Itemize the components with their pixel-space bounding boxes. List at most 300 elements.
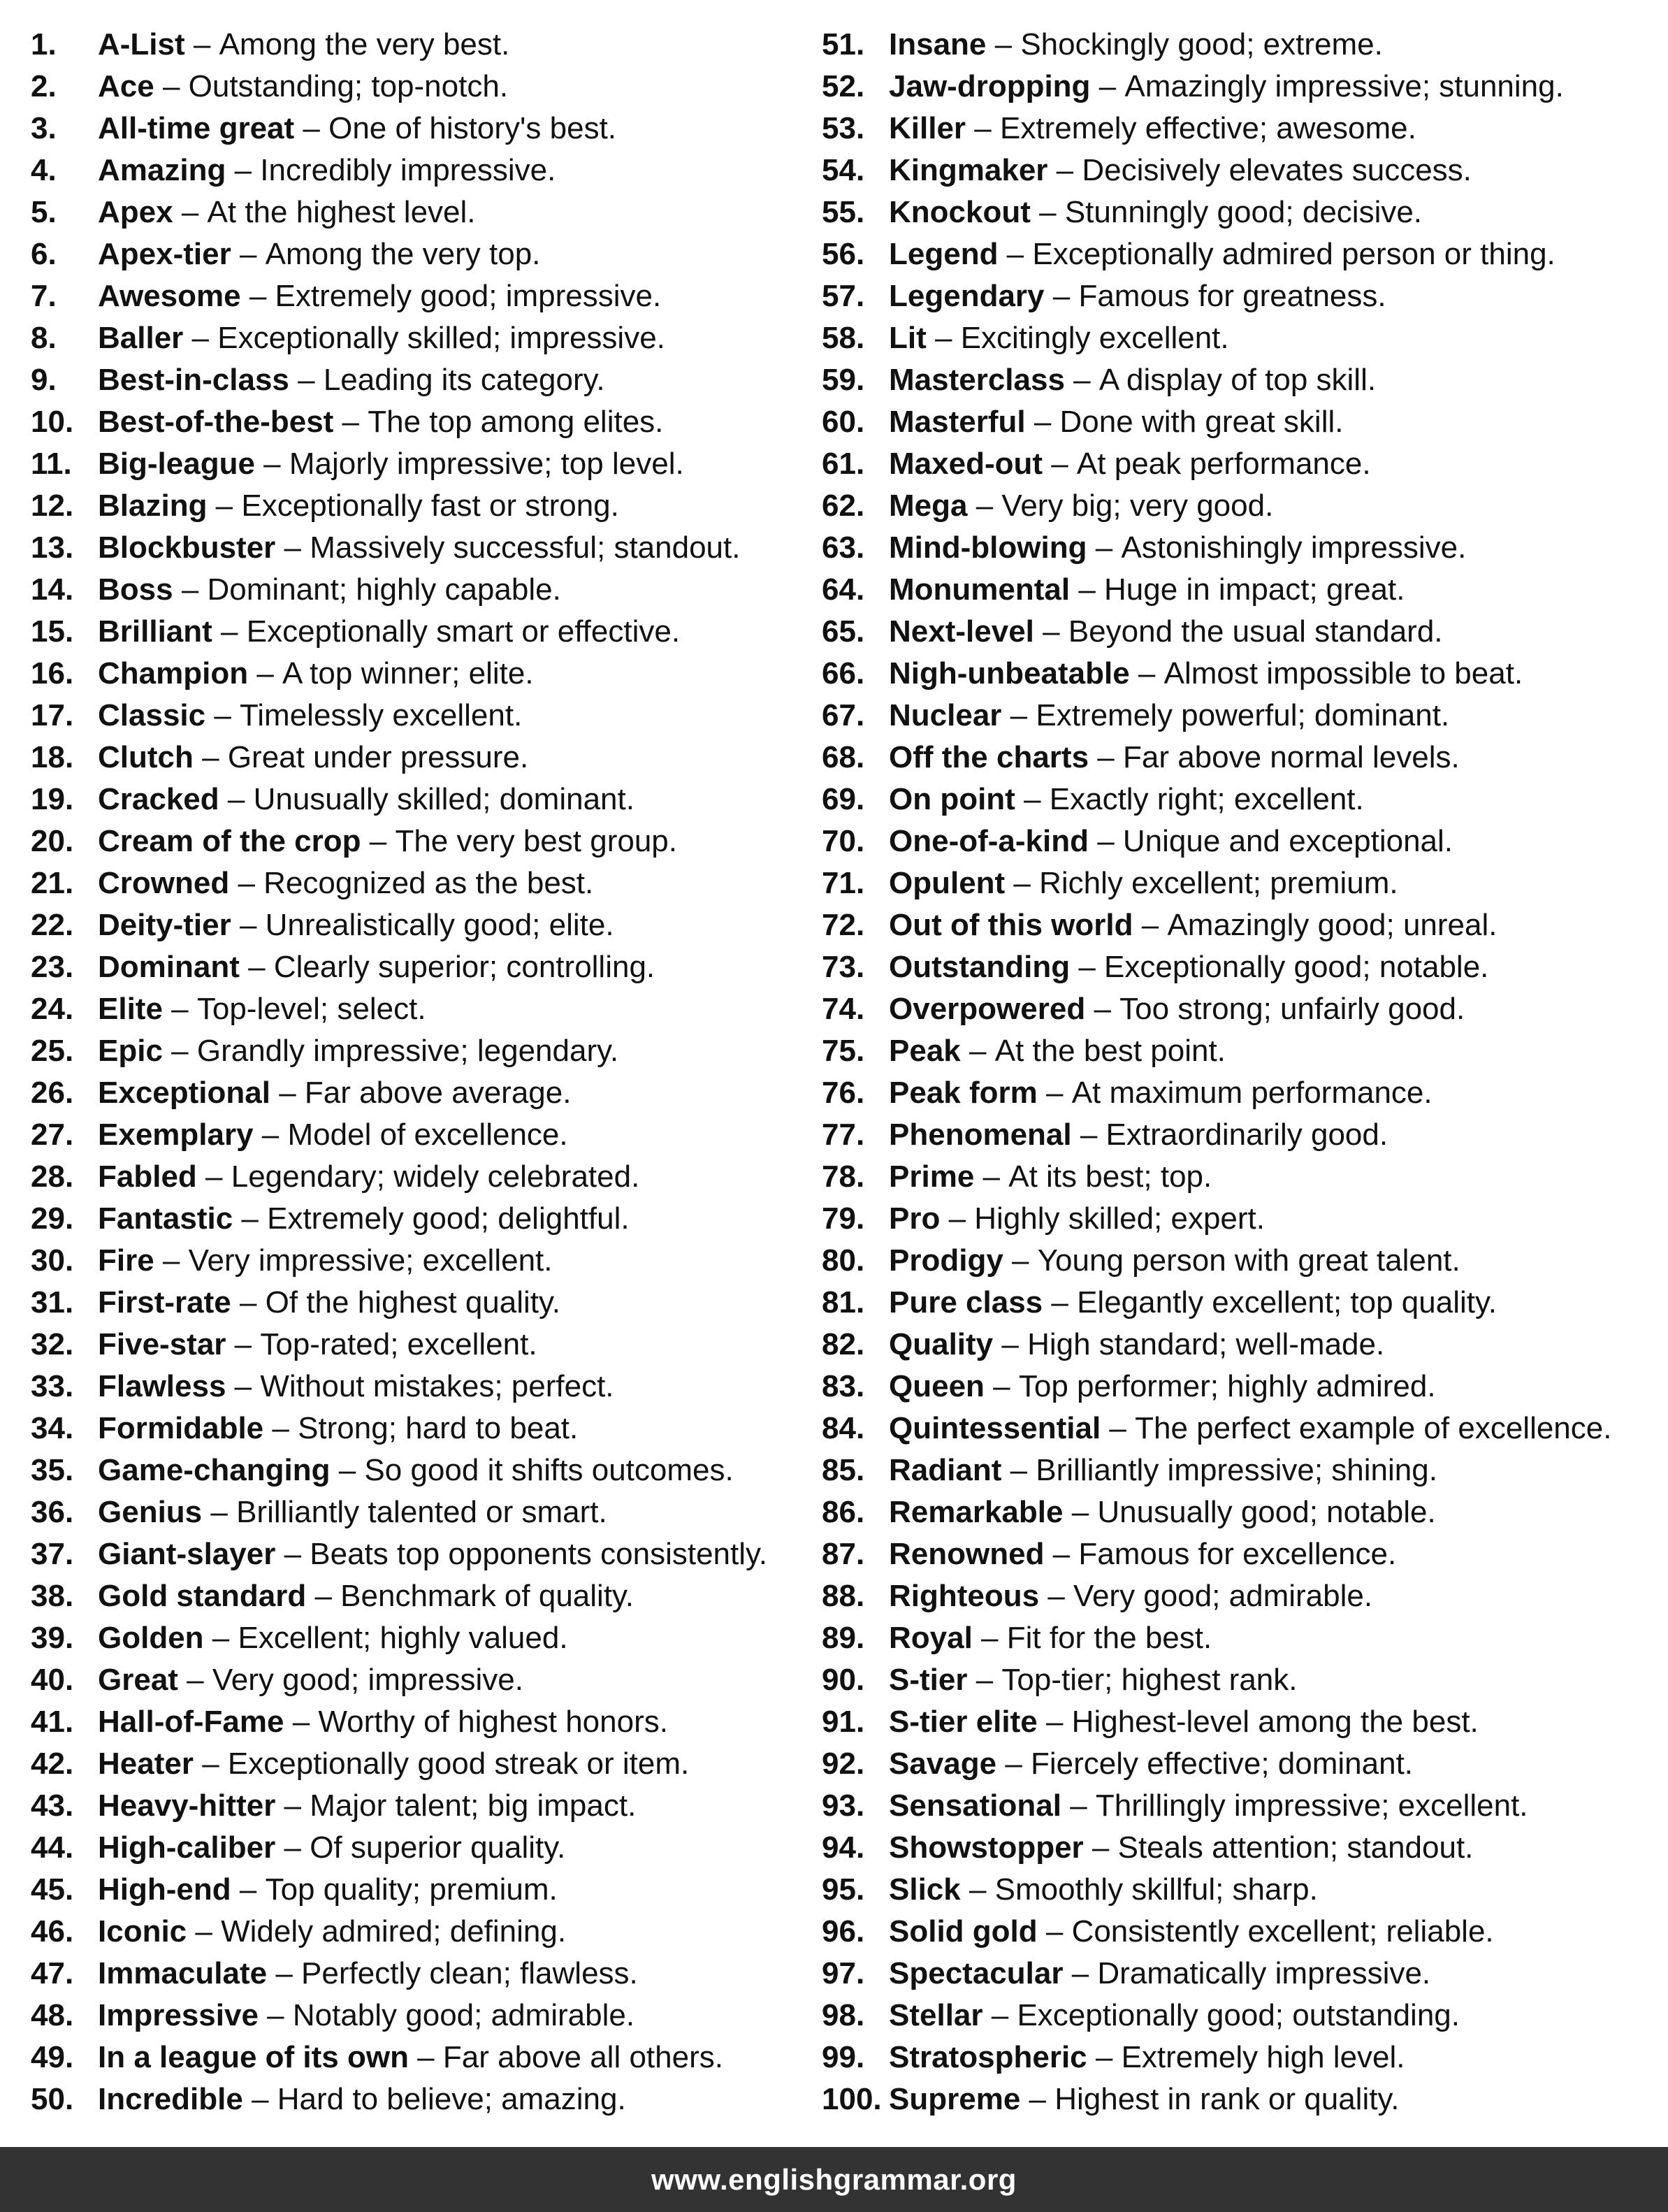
list-item	[822, 862, 1653, 904]
item-separator: –	[1063, 1495, 1098, 1529]
item-separator: –	[1064, 363, 1099, 397]
item-definition: At the best point.	[994, 1034, 1226, 1068]
item-definition: Unique and exceptional.	[1122, 824, 1453, 858]
item-separator: –	[196, 1159, 231, 1194]
item-definition: Very good; admirable.	[1073, 1579, 1373, 1613]
item-number: 54.	[822, 153, 865, 187]
list-item	[822, 24, 1653, 66]
list-item	[822, 359, 1653, 401]
item-separator: –	[996, 1747, 1031, 1781]
item-definition: Done with great skill.	[1059, 405, 1344, 439]
item-number: 63.	[822, 530, 865, 565]
item-separator: –	[205, 698, 240, 732]
item-number: 3.	[31, 111, 57, 145]
list-item	[31, 1366, 813, 1408]
item-word: Overpowered	[889, 992, 1086, 1026]
item-definition: Unrealistically good; elite.	[265, 908, 614, 942]
item-separator: –	[289, 363, 324, 397]
item-definition: Thrillingly impressive; excellent.	[1095, 1788, 1528, 1823]
item-separator: –	[202, 1495, 237, 1529]
item-word: Outstanding	[889, 950, 1071, 984]
item-number: 39.	[31, 1621, 74, 1655]
list-item	[31, 1911, 813, 1953]
list-item	[822, 191, 1653, 233]
item-word: Brilliant	[98, 614, 212, 649]
list-item	[31, 1114, 813, 1156]
item-definition: Huge in impact; great.	[1104, 572, 1405, 607]
item-definition: Famous for excellence.	[1078, 1537, 1397, 1571]
item-word: Showstopper	[889, 1830, 1084, 1865]
item-word: First-rate	[98, 1285, 231, 1320]
item-number: 41.	[31, 1705, 74, 1739]
item-definition: Exceptionally admired person or thing.	[1032, 237, 1555, 271]
list-item	[822, 904, 1653, 946]
item-word: Baller	[98, 321, 184, 355]
list-item	[31, 862, 813, 904]
item-definition: Amazingly good; unreal.	[1167, 908, 1497, 942]
item-separator: –	[993, 1327, 1028, 1361]
item-definition: Shockingly good; extreme.	[1020, 27, 1383, 62]
item-number: 83.	[822, 1369, 865, 1403]
item-number: 40.	[31, 1663, 74, 1697]
item-word: Boss	[98, 572, 173, 607]
item-definition: Exceptionally good; outstanding.	[1017, 1998, 1460, 2032]
item-separator: –	[1015, 782, 1050, 816]
item-definition: Exactly right; excellent.	[1049, 782, 1364, 816]
list-item	[31, 1491, 813, 1533]
item-number: 30.	[31, 1243, 74, 1278]
item-word: Spectacular	[889, 1956, 1064, 1990]
list-item	[31, 1785, 813, 1827]
list-item	[31, 443, 813, 485]
item-definition: Very impressive; excellent.	[188, 1243, 553, 1278]
list-item	[31, 1408, 813, 1450]
list-item	[31, 485, 813, 527]
item-word: Blockbuster	[98, 530, 276, 565]
item-definition: Massively successful; standout.	[310, 530, 741, 565]
item-separator: –	[294, 111, 329, 145]
item-definition: Extremely good; impressive.	[275, 279, 662, 313]
item-word: Insane	[889, 27, 987, 62]
item-definition: Far above all others.	[442, 2040, 723, 2074]
list-item	[31, 1701, 813, 1743]
item-definition: At its best; top.	[1008, 1159, 1212, 1194]
item-number: 75.	[822, 1034, 865, 1068]
item-separator: –	[1037, 1705, 1072, 1739]
item-separator: –	[1083, 1830, 1118, 1865]
list-item	[822, 443, 1653, 485]
item-number: 87.	[822, 1537, 865, 1571]
list-item	[31, 1869, 813, 1911]
item-separator: –	[1001, 1453, 1036, 1487]
list-item	[31, 611, 813, 653]
item-number: 44.	[31, 1830, 74, 1865]
item-separator: –	[1034, 614, 1068, 649]
item-number: 56.	[822, 237, 865, 271]
item-word: Quintessential	[889, 1411, 1101, 1445]
item-number: 33.	[31, 1369, 74, 1403]
item-number: 46.	[31, 1914, 74, 1949]
item-number: 31.	[31, 1285, 74, 1320]
list-item	[31, 1575, 813, 1617]
item-separator: –	[1087, 530, 1122, 565]
item-word: Fire	[98, 1243, 154, 1278]
item-separator: –	[183, 321, 218, 355]
item-definition: Young person with great talent.	[1037, 1243, 1460, 1278]
item-definition: Astonishingly impressive.	[1121, 530, 1467, 565]
list-item	[822, 275, 1653, 317]
item-definition: The top among elites.	[368, 405, 664, 439]
item-number: 23.	[31, 950, 74, 984]
list-item	[31, 191, 813, 233]
item-number: 7.	[31, 279, 57, 313]
item-word: Impressive	[98, 1998, 259, 2032]
item-word: Masterful	[889, 405, 1026, 439]
list-item	[31, 1995, 813, 2037]
item-number: 98.	[822, 1998, 865, 2032]
item-word: Best-of-the-best	[98, 405, 334, 439]
list-item	[822, 653, 1653, 695]
item-separator: –	[193, 740, 228, 774]
list-item	[31, 569, 813, 611]
item-separator: –	[1043, 1285, 1078, 1320]
item-definition: Very good; impressive.	[212, 1663, 523, 1697]
item-number: 1.	[31, 27, 57, 62]
item-separator: –	[333, 405, 368, 439]
item-number: 58.	[822, 321, 865, 355]
item-word: Pro	[889, 1201, 941, 1236]
item-definition: Extremely effective; awesome.	[999, 111, 1416, 145]
list-item	[31, 24, 813, 66]
item-number: 61.	[822, 447, 865, 481]
item-word: Apex-tier	[98, 237, 231, 271]
item-number: 9.	[31, 363, 57, 397]
item-number: 99.	[822, 2040, 865, 2074]
item-word: Royal	[889, 1621, 973, 1655]
item-number: 34.	[31, 1411, 74, 1445]
item-definition: Top quality; premium.	[265, 1872, 558, 1907]
item-separator: –	[267, 1956, 302, 1990]
list-item	[822, 1491, 1653, 1533]
list-item	[31, 1659, 813, 1701]
item-separator: –	[960, 1034, 995, 1068]
item-separator: –	[226, 1327, 261, 1361]
item-number: 85.	[822, 1453, 865, 1487]
item-word: Prodigy	[889, 1243, 1003, 1278]
item-number: 96.	[822, 1914, 865, 1949]
item-separator: –	[1089, 740, 1123, 774]
item-number: 88.	[822, 1579, 865, 1613]
item-word: Formidable	[98, 1411, 264, 1445]
item-number: 57.	[822, 279, 865, 313]
item-definition: Extremely good; delightful.	[267, 1201, 630, 1236]
item-word: Five-star	[98, 1327, 226, 1361]
item-definition: Beats top opponents consistently.	[310, 1537, 767, 1571]
item-separator: –	[154, 1243, 189, 1278]
list-item	[31, 653, 813, 695]
item-word: Game-changing	[98, 1453, 331, 1487]
item-separator: –	[229, 866, 264, 900]
list-item	[822, 1995, 1653, 2037]
item-separator: –	[966, 111, 1000, 145]
list-item	[31, 527, 813, 569]
list-item	[822, 1030, 1653, 1072]
item-word: Maxed-out	[889, 447, 1043, 481]
item-word: Clutch	[98, 740, 194, 774]
item-word: S-tier	[889, 1663, 968, 1697]
item-separator: –	[162, 992, 197, 1026]
item-word: Righteous	[889, 1579, 1040, 1613]
list-item	[31, 359, 813, 401]
list-item	[822, 737, 1653, 779]
list-item	[31, 1953, 813, 1995]
item-definition: Top-rated; excellent.	[260, 1327, 537, 1361]
item-definition: Perfectly clean; flawless.	[301, 1956, 638, 1990]
list-item	[822, 988, 1653, 1030]
list-item	[822, 2079, 1653, 2120]
item-word: Dominant	[98, 950, 240, 984]
list-item	[822, 1701, 1653, 1743]
item-word: Elite	[98, 992, 163, 1026]
list-item	[31, 233, 813, 275]
list-item	[31, 1617, 813, 1659]
item-definition: Brilliantly talented or smart.	[236, 1495, 607, 1529]
list-item	[822, 695, 1653, 737]
list-item	[822, 1827, 1653, 1869]
item-word: Savage	[889, 1747, 997, 1781]
item-definition: Exceptionally fast or strong.	[241, 489, 619, 523]
list-item	[31, 1072, 813, 1114]
list-item	[822, 233, 1653, 275]
item-word: Exemplary	[98, 1118, 254, 1152]
list-item	[822, 1156, 1653, 1198]
list-item	[31, 695, 813, 737]
list-item	[822, 1408, 1653, 1450]
list-item	[31, 1827, 813, 1869]
item-number: 78.	[822, 1159, 865, 1194]
item-definition: Incredibly impressive.	[260, 153, 556, 187]
item-number: 95.	[822, 1872, 865, 1907]
item-number: 47.	[31, 1956, 74, 1990]
item-definition: A top winner; elite.	[282, 656, 534, 691]
item-separator: –	[275, 1830, 310, 1865]
item-separator: –	[1129, 656, 1164, 691]
item-separator: –	[242, 2082, 277, 2116]
right-column	[822, 24, 1653, 2120]
item-word: S-tier elite	[889, 1705, 1038, 1739]
item-number: 55.	[822, 195, 865, 229]
item-definition: Exceptionally good; notable.	[1104, 950, 1489, 984]
item-separator: –	[239, 950, 274, 984]
item-word: One-of-a-kind	[889, 824, 1089, 858]
list-item	[822, 485, 1653, 527]
item-definition: The perfect example of excellence.	[1135, 1411, 1612, 1445]
list-item	[31, 946, 813, 988]
item-definition: Extremely powerful; dominant.	[1036, 698, 1450, 732]
item-word: Legend	[889, 237, 999, 271]
item-separator: –	[231, 1872, 266, 1907]
item-separator: –	[1070, 950, 1105, 984]
list-item	[822, 1533, 1653, 1575]
list-item	[822, 1575, 1653, 1617]
item-number: 79.	[822, 1201, 865, 1236]
item-definition: Among the very best.	[219, 27, 510, 62]
item-separator: –	[258, 1998, 293, 2032]
item-word: Crowned	[98, 866, 230, 900]
item-number: 8.	[31, 321, 57, 355]
item-word: On point	[889, 782, 1015, 816]
list-item	[822, 821, 1653, 862]
item-definition: Top performer; highly admired.	[1018, 1369, 1436, 1403]
item-separator: –	[263, 1411, 298, 1445]
item-word: Exceptional	[98, 1076, 270, 1110]
list-item	[822, 946, 1653, 988]
item-definition: Beyond the usual standard.	[1068, 614, 1443, 649]
item-word: Legendary	[889, 279, 1045, 313]
item-definition: Strong; hard to beat.	[298, 1411, 579, 1445]
item-separator: –	[173, 195, 208, 229]
item-definition: High standard; well-made.	[1027, 1327, 1385, 1361]
list-item	[822, 1785, 1653, 1827]
item-number: 59.	[822, 363, 865, 397]
item-definition: Dramatically impressive.	[1097, 1956, 1431, 1990]
item-word: Classic	[98, 698, 206, 732]
item-definition: Of the highest quality.	[265, 1285, 560, 1320]
list-item	[822, 1282, 1653, 1324]
item-number: 77.	[822, 1118, 865, 1152]
list-item	[822, 108, 1653, 150]
item-definition: Among the very top.	[265, 237, 541, 271]
list-item	[822, 66, 1653, 108]
item-definition: Top-level; select.	[196, 992, 426, 1026]
item-definition: Decisively elevates success.	[1082, 153, 1472, 187]
item-word: Off the charts	[889, 740, 1089, 774]
item-word: Peak	[889, 1034, 961, 1068]
item-number: 24.	[31, 992, 74, 1026]
item-word: Apex	[98, 195, 173, 229]
list-item	[31, 1743, 813, 1785]
item-number: 14.	[31, 572, 74, 607]
list-item	[31, 2037, 813, 2079]
item-number: 50.	[31, 2082, 74, 2116]
list-item	[31, 66, 813, 108]
list-item	[822, 1198, 1653, 1240]
item-word: Opulent	[889, 866, 1006, 900]
item-number: 86.	[822, 1495, 865, 1529]
list-item	[822, 1911, 1653, 1953]
item-separator: –	[162, 1034, 197, 1068]
item-number: 28.	[31, 1159, 74, 1194]
item-number: 97.	[822, 1956, 865, 1990]
list-item	[822, 1240, 1653, 1282]
item-word: Fantastic	[98, 1201, 233, 1236]
item-separator: –	[1044, 279, 1079, 313]
item-definition: Widely admired; defining.	[221, 1914, 567, 1949]
item-separator: –	[960, 1872, 995, 1907]
item-separator: –	[177, 1663, 212, 1697]
item-number: 92.	[822, 1747, 865, 1781]
item-separator: –	[1071, 1118, 1106, 1152]
item-word: Lit	[889, 321, 927, 355]
item-separator: –	[1037, 1914, 1072, 1949]
item-separator: –	[1044, 1537, 1079, 1571]
item-separator: –	[1047, 153, 1082, 187]
list-item	[31, 1198, 813, 1240]
list-item	[31, 1156, 813, 1198]
item-separator: –	[982, 1998, 1017, 2032]
item-separator: –	[275, 1788, 310, 1823]
item-number: 90.	[822, 1663, 865, 1697]
item-separator: –	[248, 656, 283, 691]
item-word: Quality	[889, 1327, 994, 1361]
item-number: 74.	[822, 992, 865, 1026]
item-separator: –	[154, 69, 189, 103]
item-definition: Amazingly impressive; stunning.	[1124, 69, 1564, 103]
item-separator: –	[1043, 447, 1077, 481]
item-separator: –	[226, 153, 261, 187]
list-item	[31, 2079, 813, 2120]
item-definition: Top-tier; highest rank.	[1001, 1663, 1298, 1697]
item-definition: Exceptionally smart or effective.	[246, 614, 681, 649]
item-definition: At maximum performance.	[1071, 1076, 1433, 1110]
item-number: 82.	[822, 1327, 865, 1361]
item-number: 36.	[31, 1495, 74, 1529]
item-definition: Exceptionally good streak or item.	[227, 1747, 690, 1781]
item-separator: –	[187, 1914, 222, 1949]
list-item	[31, 821, 813, 862]
item-word: Giant-slayer	[98, 1537, 276, 1571]
item-number: 89.	[822, 1621, 865, 1655]
item-separator: –	[1039, 1579, 1074, 1613]
item-definition: Smoothly skillful; sharp.	[994, 1872, 1318, 1907]
item-word: Heater	[98, 1747, 194, 1781]
list-item	[822, 1953, 1653, 1995]
item-separator: –	[1020, 2082, 1055, 2116]
item-number: 20.	[31, 824, 74, 858]
list-item	[822, 150, 1653, 191]
item-definition: A display of top skill.	[1098, 363, 1377, 397]
item-word: Ace	[98, 69, 154, 103]
item-word: Genius	[98, 1495, 203, 1529]
item-word: Best-in-class	[98, 363, 289, 397]
item-definition: Model of excellence.	[287, 1118, 568, 1152]
item-word: Hall-of-Fame	[98, 1705, 284, 1739]
item-number: 93.	[822, 1788, 865, 1823]
item-definition: Outstanding; top-notch.	[188, 69, 509, 103]
item-separator: –	[173, 572, 208, 607]
item-separator: –	[1101, 1411, 1136, 1445]
list-item	[31, 737, 813, 779]
item-definition: Consistently excellent; reliable.	[1071, 1914, 1494, 1949]
left-column	[31, 24, 813, 2120]
footer-url[interactable]: www.englishgrammar.org	[651, 2162, 1017, 2196]
list-item	[31, 779, 813, 821]
item-number: 91.	[822, 1705, 865, 1739]
item-definition: Legendary; widely celebrated.	[231, 1159, 640, 1194]
item-word: Epic	[98, 1034, 163, 1068]
item-separator: –	[1003, 1243, 1038, 1278]
item-word: Great	[98, 1663, 178, 1697]
item-number: 51.	[822, 27, 865, 62]
item-separator: –	[284, 1705, 319, 1739]
item-word: Fabled	[98, 1159, 197, 1194]
item-separator: –	[926, 321, 961, 355]
item-word: Nigh-unbeatable	[889, 656, 1130, 691]
item-word: Prime	[889, 1159, 975, 1194]
item-word: Stratospheric	[889, 2040, 1087, 2074]
item-number: 17.	[31, 698, 74, 732]
item-word: Immaculate	[98, 1956, 268, 1990]
